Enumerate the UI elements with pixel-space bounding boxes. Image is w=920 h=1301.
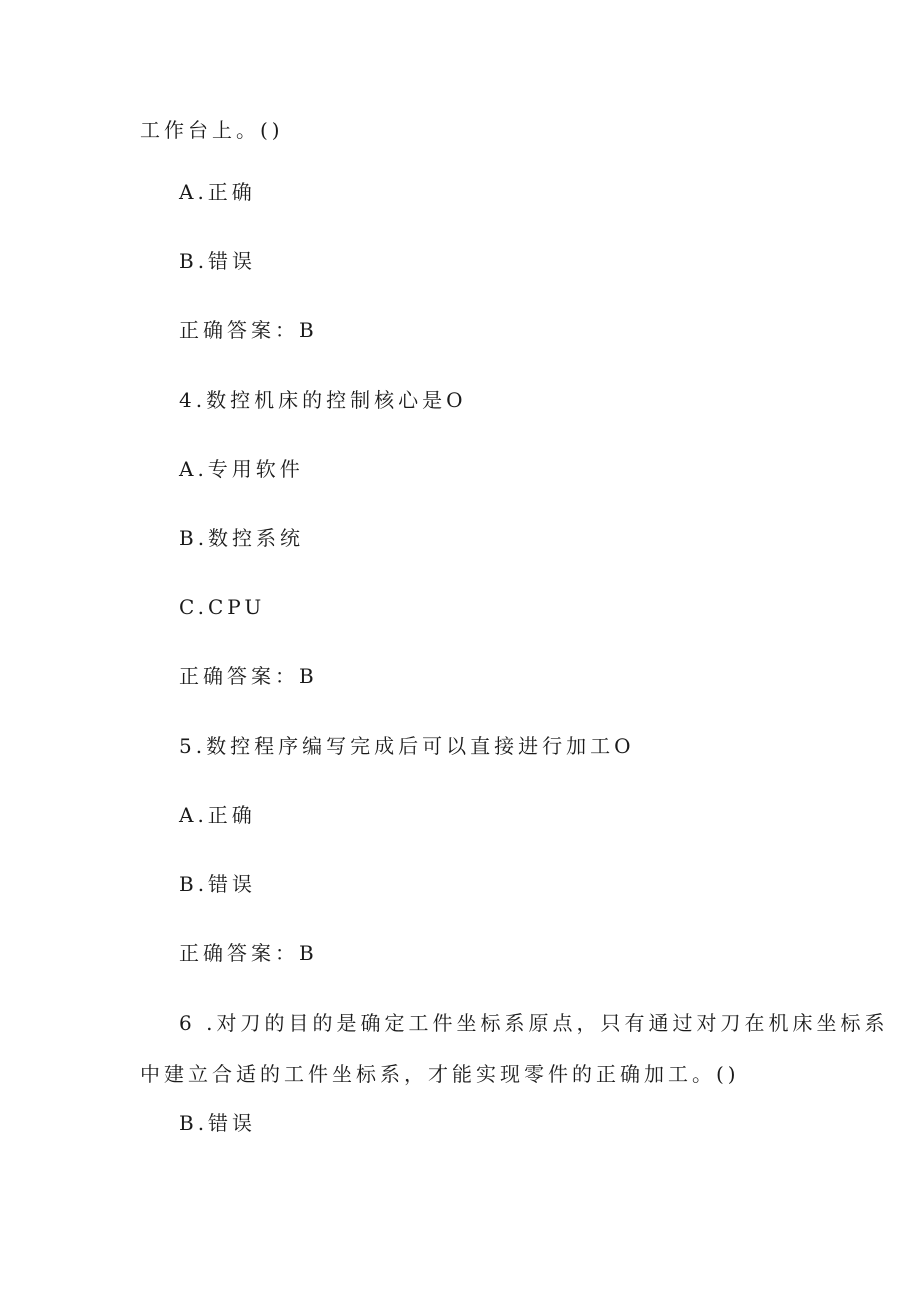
q4-question: 4.数控机床的控制核心是O [179, 388, 467, 412]
q3-question-tail: 工作台上。() [140, 118, 284, 142]
q4-option-b: B.数控系统 [179, 526, 305, 550]
q5-option-b: B.错误 [179, 872, 257, 896]
q6-question-line2: 中建立合适的工件坐标系，才能实现零件的正确加工。() [140, 1062, 740, 1086]
q4-option-c: C.CPU [179, 595, 266, 619]
q3-answer: 正确答案：B [179, 318, 318, 342]
q5-option-a: A.正确 [179, 803, 256, 827]
q4-option-a: A.专用软件 [179, 457, 304, 481]
q6-option-b: B.错误 [179, 1111, 257, 1135]
q3-option-b: B.错误 [179, 249, 257, 273]
q3-option-a: A.正确 [179, 180, 256, 204]
q5-answer: 正确答案：B [179, 941, 318, 965]
q6-question-line1: 6 .对刀的目的是确定工件坐标系原点，只有通过对刀在机床坐标系 [179, 1011, 889, 1035]
q5-question: 5.数控程序编写完成后可以直接进行加工O [179, 734, 635, 758]
q4-answer: 正确答案：B [179, 664, 318, 688]
